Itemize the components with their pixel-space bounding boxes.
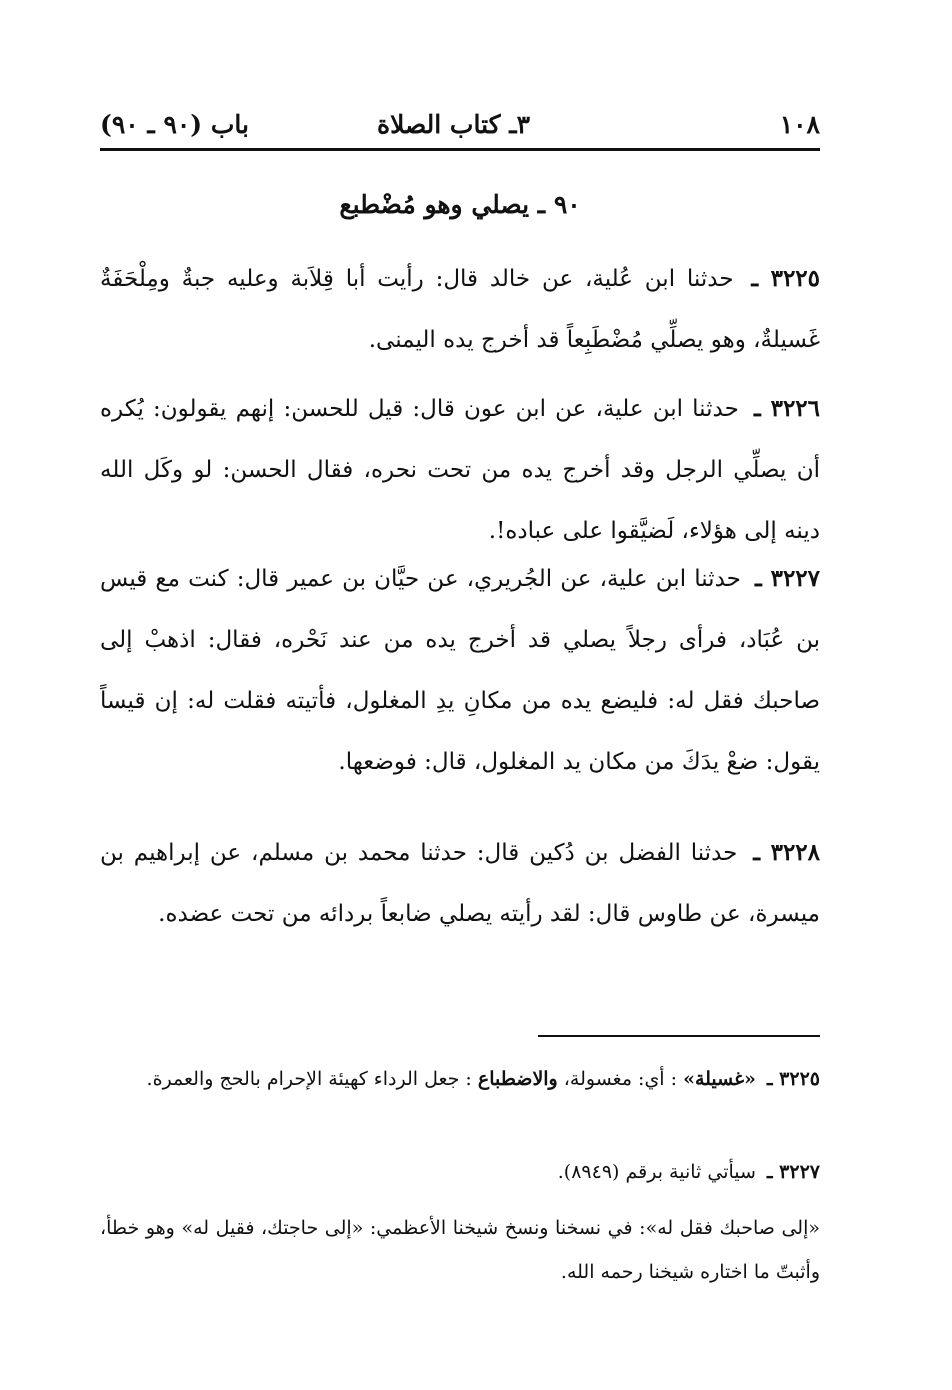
chapter-range: باب (٩٠ ـ ٩٠) xyxy=(100,110,249,139)
footnote-text: «إلى صاحبك فقل له»: في نسخنا ونسخ شيخنا الأعظمي: «إلى حاجتك، فقيل له» وهو خطأ، وأثبتّ ما اختاره شيخنا رحمه الله. xyxy=(100,1217,820,1283)
hadith-text: حدثنا ابن عُلية، عن خالد قال: رأيت أبا قِلاَبة وعليه جبةٌ ومِلْحَفَةٌ غَسيلةٌ، وهو يصلِّي مُضْطَبِعاً قد أخرج يده اليمنى. xyxy=(100,266,820,353)
header-rule xyxy=(100,148,820,151)
hadith-number: ٣٢٢٥ ـ xyxy=(751,265,821,292)
footnote-term: والاضطباع xyxy=(477,1068,558,1090)
hadith-3226 xyxy=(100,378,820,562)
running-header xyxy=(100,108,820,148)
footnote-number: ٣٢٢٥ ـ xyxy=(766,1068,820,1090)
hadith-text: حدثنا الفضل بن دُكين قال: حدثنا محمد بن مسلم، عن إبراهيم بن ميسرة، عن طاوس قال: لقد رأيته يصلي ضابعاً بردائه من تحت عضده. xyxy=(100,840,820,927)
footnote-number: ٣٢٢٧ ـ xyxy=(766,1161,820,1183)
hadith-number: ٣٢٢٨ ـ xyxy=(753,839,821,866)
footnote-term: «غسيلة» xyxy=(683,1068,756,1090)
hadith-number: ٣٢٢٦ ـ xyxy=(753,395,821,422)
page-number: ١٠٨ xyxy=(779,110,820,139)
footnote-3225 xyxy=(100,1057,820,1101)
footnote-text: سيأتي ثانية برقم (٨٩٤٩). xyxy=(557,1161,756,1183)
hadith-number: ٣٢٢٧ ـ xyxy=(755,565,821,592)
chapter-heading: ٩٠ ـ يصلي وهو مُضْطبع xyxy=(339,190,581,219)
footnote-3227 xyxy=(100,1150,820,1194)
book-title: ٣ـ كتاب الصلاة xyxy=(376,110,530,139)
hadith-text: حدثنا ابن علية، عن الجُريري، عن حيَّان بن عمير قال: كنت مع قيس بن عُبَاد، فرأى رجلاً يصلي قد أخرج يده من عند نَحْره، فقال: اذهبْ إلى صاحبك فقل له: فليضع يده من مكانِ يدِ المغلول، فأتيته فقلت له: إن قيساً يقول: ضعْ يدَكَ من مكان يد المغلول، قال: فوضعها. xyxy=(100,566,820,775)
hadith-3228 xyxy=(100,822,820,945)
hadith-text: حدثنا ابن علية، عن ابن عون قال: قيل للحسن: إنهم يقولون: يُكره أن يصلِّي الرجل وقد أخرج يده من تحت نحره، فقال الحسن: لو وكَل الله دينه إلى هؤلاء، لَضيَّقوا على عباده!. xyxy=(100,396,820,544)
footnote-note xyxy=(100,1206,820,1294)
hadith-3227 xyxy=(100,548,820,793)
footnote-text: : أي: مغسولة، xyxy=(563,1068,678,1090)
footnote-text: : جعل الرداء كهيئة الإحرام بالحج والعمرة. xyxy=(146,1068,472,1090)
footnote-rule xyxy=(538,1035,820,1037)
hadith-3225 xyxy=(100,248,820,371)
